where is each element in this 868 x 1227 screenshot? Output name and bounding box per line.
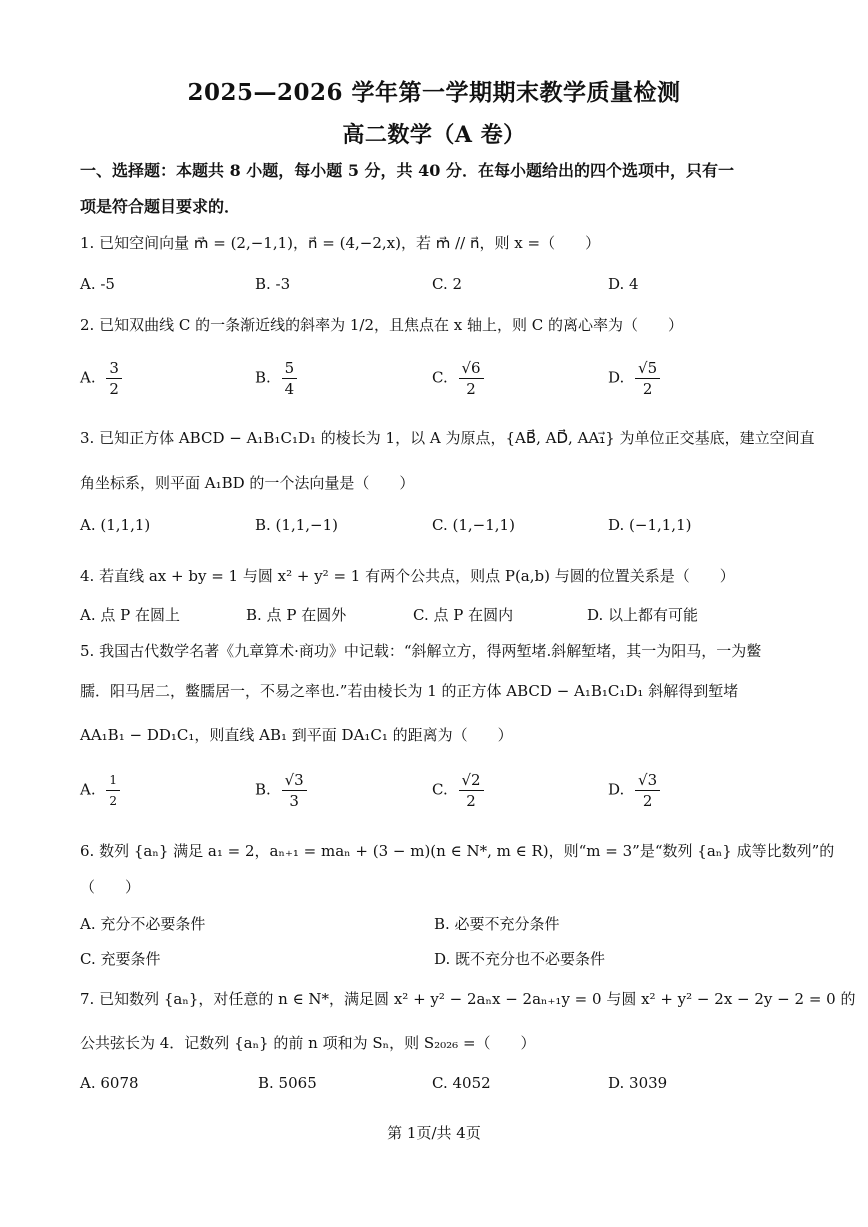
q7-option-d: D. 3039 [608,1074,668,1092]
q4-option-d: D. 以上都有可能 [587,606,699,624]
q2-option-d-label: D. [608,368,625,387]
numerator: √3 [635,770,660,791]
exam-title: 2025—2026 学年第一学期期末教学质量检测 [187,79,681,106]
q6-option-c: C. 充要条件 [80,950,161,968]
q6-option-a: A. 充分不必要条件 [80,915,206,933]
numerator: 1 [106,770,120,791]
denominator: 2 [466,380,476,398]
q5-option-c-label: C. [432,780,448,799]
exam-subtitle: 高二数学（A 卷） [342,122,526,148]
q5-option-a-label: A. [80,780,96,799]
q3-option-c: C. (1,−1,1) [432,516,515,534]
question-1-stem: 1. 已知空间向量 m⃗ = (2,−1,1)，n⃗ = (4,−2,x)，若 m⃗ // n⃗，则 x =（ ） [80,234,601,252]
q2-option-b [255,358,297,399]
question-5-stem-line3: AA₁B₁ − DD₁C₁，则直线 AB₁ 到平面 DA₁C₁ 的距离为（ ） [80,726,513,744]
question-6-stem-line1: 6. 数列 {aₙ} 满足 a₁ = 2，aₙ₊₁ = maₙ + (3 − m)(n ∈ N*, m ∈ R)，则“m = 3”是“数列 {aₙ} 成等比数列”的 [80,842,835,860]
question-3-stem-line2: 角坐标系，则平面 A₁BD 的一个法向量是（ ） [80,474,415,492]
question-7-stem-line1: 7. 已知数列 {aₙ}，对任意的 n ∈ N*，满足圆 x² + y² − 2aₙx − 2aₙ₊₁y = 0 与圆 x² + y² − 2x − 2y − 2 = 0 的 [80,990,856,1008]
question-5-stem-line2: 臑．阳马居二，鳖臑居一，不易之率也.”若由棱长为 1 的正方体 ABCD − A₁B₁C₁D₁ 斜解得到堑堵 [80,682,739,700]
q6-option-d: D. 既不充分也不必要条件 [434,950,606,968]
denominator: 2 [109,794,118,808]
q5-option-a [80,770,120,811]
q1-option-a: A. -5 [80,275,115,293]
q3-option-d: D. (−1,1,1) [608,516,692,534]
question-4-stem: 4. 若直线 ax + by = 1 与圆 x² + y² = 1 有两个公共点，则点 P(a,b) 与圆的位置关系是（ ） [80,567,735,585]
section-heading-line1: 一、选择题：本题共 8 小题，每小题 5 分，共 40 分．在每小题给出的四个选项中，只有一 [80,161,734,180]
q5-option-d [608,770,660,811]
page-footer: 第 1页/共 4页 [387,1124,481,1142]
q6-option-b: B. 必要不充分条件 [434,915,560,933]
q5-option-a-fraction [106,770,120,811]
numerator: √6 [459,358,484,379]
denominator: 2 [642,380,653,398]
q2-option-a [80,358,122,399]
q2-option-c-fraction [459,358,484,399]
denominator: 2 [466,792,476,810]
question-7-stem-line2: 公共弦长为 4．记数列 {aₙ} 的前 n 项和为 Sₙ，则 S₂₀₂₆ =（ ） [80,1034,536,1052]
q5-option-b-fraction [282,770,307,811]
q7-option-c: C. 4052 [432,1074,491,1092]
q2-option-b-label: B. [255,368,271,387]
numerator: √3 [282,770,307,791]
numerator: √2 [459,770,484,791]
q1-option-b: B. -3 [255,275,291,293]
q2-option-c-label: C. [432,368,448,387]
section-heading-line2: 项是符合题目要求的． [80,197,241,216]
q2-option-a-fraction [106,358,122,399]
q5-option-d-label: D. [608,780,625,799]
q7-option-b: B. 5065 [258,1074,317,1092]
denominator: 2 [109,380,119,398]
question-6-stem-line2: （ ） [80,878,141,896]
denominator: 4 [284,380,295,398]
q4-option-c: C. 点 P 在圆内 [413,606,514,624]
q1-option-d: D. 4 [608,275,639,293]
q5-option-b [255,770,307,811]
q7-option-a: A. 6078 [80,1074,139,1092]
q4-option-b: B. 点 P 在圆外 [246,606,347,624]
q5-option-d-fraction [635,770,660,811]
q1-option-c: C. 2 [432,275,463,293]
q2-option-c [432,358,484,399]
q5-option-c-fraction [459,770,484,811]
question-2-stem: 2. 已知双曲线 C 的一条渐近线的斜率为 1/2，且焦点在 x 轴上，则 C 的离心率为（ ） [80,316,684,334]
numerator: 5 [282,358,298,379]
numerator: √5 [635,358,660,379]
q2-option-d-fraction [635,358,660,399]
question-5-stem-line1: 5. 我国古代数学名著《九章算术·商功》中记载：“斜解立方，得两堑堵.斜解堑堵，其一为阳马，一为鳖 [80,642,762,660]
denominator: 2 [642,792,653,810]
q2-option-a-label: A. [80,368,96,387]
q5-option-b-label: B. [255,780,271,799]
q3-option-a: A. (1,1,1) [80,516,151,534]
numerator: 3 [106,358,122,379]
denominator: 3 [289,792,299,810]
q3-option-b: B. (1,1,−1) [255,516,338,534]
question-3-stem-line1: 3. 已知正方体 ABCD − A₁B₁C₁D₁ 的棱长为 1，以 A 为原点，{AB⃗, AD⃗, AA₁⃗} 为单位正交基底，建立空间直 [80,429,815,447]
q2-option-d [608,358,660,399]
q2-option-b-fraction [282,358,298,399]
q5-option-c [432,770,484,811]
q4-option-a: A. 点 P 在圆上 [80,606,180,624]
